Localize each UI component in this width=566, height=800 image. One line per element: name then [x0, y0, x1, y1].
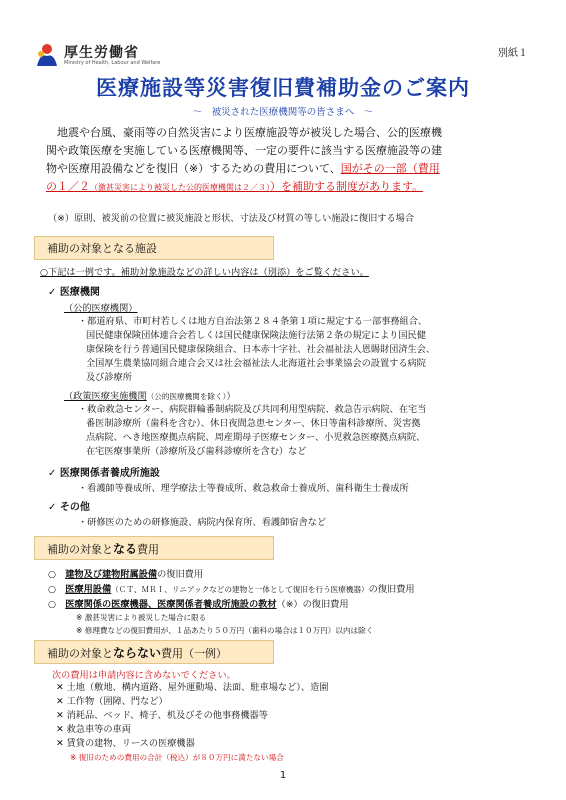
category-medical: [48, 283, 100, 298]
page-number: 1: [279, 770, 287, 781]
section-heading-ineligible-costs: [34, 640, 274, 664]
ineligible-lead: 次の費用は申請内容に含めないでください。: [52, 670, 236, 681]
cost-rest: の復旧費用: [368, 584, 415, 595]
ineligible-note: ※ 復旧のための費用の合計（税込）が８０万円に満たない場合: [70, 753, 284, 762]
circle-bullet: ○: [48, 569, 57, 580]
circle-bullet: ○: [48, 599, 57, 610]
heading-part: 補助の対象と: [47, 543, 113, 556]
section-heading-facilities: 補助の対象となる施設: [34, 236, 274, 260]
list-line: 番医制診療所（歯科を含む）、休日夜間急患センター、休日等歯科診療所、災害拠: [86, 418, 421, 429]
list-line: ・都道府県、市町村若しくは地方自治法第２８４条第１項に規定する一部事務組合、: [78, 316, 428, 327]
other-list: ・研修医のための研修施設、病院内保育所、看護師宿舎など: [78, 517, 327, 528]
list-line: ・救命救急センター、病院群輪番制病院及び共同利用型病院、救急告示病院、在宅当: [78, 404, 427, 415]
list-line: 及び診療所: [86, 372, 132, 383]
public-institutions-label: [64, 300, 138, 314]
cost-small: （ＣＴ、ＭＲＩ、リニアックなどの建物と一体として復旧を行う医療機器）: [111, 585, 369, 594]
page-subtitle: ～ 被災された医療機関等の皆さまへ ～: [192, 107, 374, 118]
list-item: ✕ 救急車等の車両: [56, 724, 131, 735]
intro-line-1: 地震や台風、豪雨等の自然災害により医療施設等が被災した場合、公的医療機: [57, 126, 442, 139]
intro-line: [46, 124, 536, 142]
public-label-text: （公的医療機関）: [64, 303, 138, 314]
eligible-cost-item: [48, 566, 203, 580]
list-item: ✕ 土地（敷地、構内道路、屋外運動場、法面、駐車場など）、造園: [56, 682, 329, 693]
cost-strong: 医療用設備: [65, 584, 112, 595]
heading-part: 費用: [137, 543, 160, 556]
category-other: [48, 498, 90, 513]
list-item: ✕ 賃貸の建物、リースの医療機器: [56, 738, 195, 749]
list-line: 在宅医療事業所（診療所及び歯科診療所を含む）など: [86, 446, 307, 457]
intro-highlight: ）を補助する制度があります。: [270, 180, 424, 193]
circle-bullet: ○: [48, 584, 57, 595]
heading-emphasis: ならない: [113, 646, 162, 660]
cost-rest: の復旧費用: [157, 569, 204, 580]
check-icon: ✓: [48, 287, 57, 298]
eligible-cost-item: [48, 596, 349, 610]
category-training-title: 医療関係者養成所施設: [59, 468, 160, 479]
list-line: 国民健康保険団体連合会若しくは国民健康保険法施行法第２条の規定により国民健: [86, 330, 426, 341]
intro-highlight: の１／２: [46, 180, 90, 193]
heading-part: 補助の対象と: [47, 647, 113, 660]
category-medical-title: 医療機関: [59, 287, 100, 298]
training-list: ・看護師等養成所、理学療法士等養成所、救急救命士養成所、歯科衛生士養成所: [78, 483, 409, 494]
intro-line: 関や政策医療を実施している医療機関等、一定の要件に該当する医療施設等の建: [46, 144, 442, 157]
public-institutions-list: [78, 315, 435, 385]
intro-highlight-small: （激甚災害により被災した公的医療機関は２／３）: [90, 183, 270, 192]
heading-emphasis: なる: [113, 542, 138, 556]
policy-label-text: （政策医療実施機関: [64, 391, 147, 402]
intro-highlight: 国がその一部（費用: [340, 162, 440, 175]
list-line: 康保険を行う普通国民健康保険組合、日本赤十字社、社会福祉法人恩賜財団済生会、: [86, 344, 436, 355]
policy-institutions-list: [78, 403, 426, 459]
policy-label-small: （公的医療機関を除く）: [146, 392, 227, 401]
intro-line-3a: 物や医療用設備などを復旧（※）するための費用について、: [46, 162, 341, 175]
policy-institutions-label: （政策医療実施機関（公的医療機関を除く））: [64, 391, 236, 402]
ministry-logo-mark-icon: [34, 42, 60, 68]
cost-strong: 建物及び建物附属設備: [65, 569, 158, 580]
ministry-logo: [34, 40, 164, 70]
section-heading-eligible-costs: [34, 536, 274, 560]
cost-strong: 医療関係の医療機器、医療関係者養成所施設の教材: [65, 599, 277, 610]
eligible-cost-note: ※ 激甚災害により被災した場合に限る: [76, 613, 207, 622]
eligible-cost-note: ※ 修理費などの復旧費用が、１品あたり５０万円（歯科の場合は１０万円）以内は除く: [76, 626, 374, 635]
cost-rest: （※）の復旧費用: [276, 599, 349, 610]
heading-part: 費用（一例）: [161, 647, 228, 660]
intro-line: [46, 178, 536, 197]
ineligible-list: [56, 681, 328, 751]
check-icon: ✓: [48, 502, 57, 513]
ministry-name: 厚生労働省: [64, 45, 139, 61]
intro-paragraph: [46, 124, 536, 197]
restore-note: （※）原則、被災前の位置に被災施設と形状、寸法及び材質の等しい施設に復旧する場合: [48, 213, 415, 224]
intro-line: [46, 160, 536, 178]
list-item: ✕ 工作物（囲障、門など）: [56, 696, 168, 707]
ministry-english-name: Ministry of Health, Labour and Welfare: [64, 60, 161, 66]
page-title: 医療施設等災害復旧費補助金のご案内: [96, 76, 470, 100]
list-item: ✕ 消耗品、ベッド、椅子、机及びその他事務機器等: [56, 710, 268, 721]
facilities-lead: [40, 264, 369, 278]
list-line: 全国厚生農業協同組合連合会又は社会福祉法人北海道社会事業協会の設置する病院: [86, 358, 426, 369]
attachment-label: 別紙１: [498, 48, 528, 59]
eligible-cost-item: [48, 581, 415, 595]
facilities-lead-text: ○下記は一例です。補助対象施設などの詳しい内容は（別添）をご覧ください。: [40, 267, 369, 278]
list-line: 点病院、へき地医療拠点病院、周産期母子医療センター、小児救急医療拠点病院、: [86, 432, 426, 443]
category-training: [48, 464, 160, 479]
check-icon: ✓: [48, 468, 57, 479]
category-other-title: その他: [59, 502, 90, 513]
